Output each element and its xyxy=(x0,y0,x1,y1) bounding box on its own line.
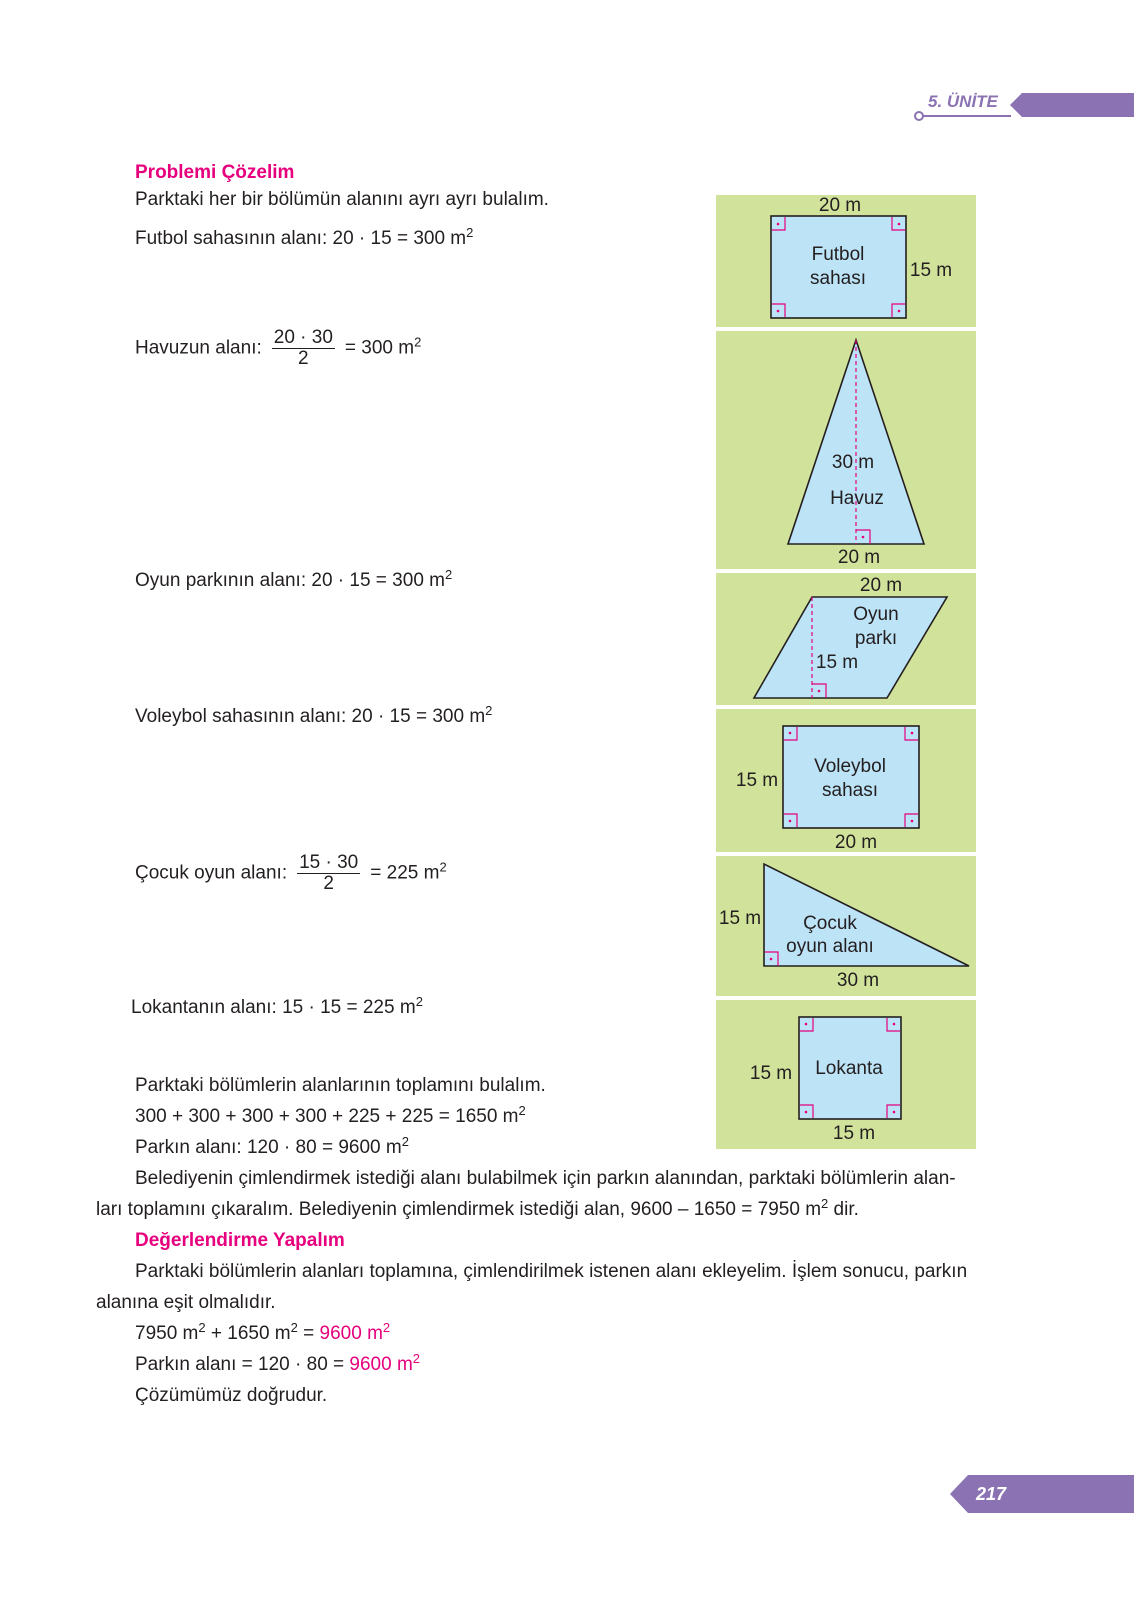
exponent: 2 xyxy=(415,994,423,1009)
futbol-name: sahası xyxy=(810,268,866,289)
lokanta-side-label: 15 m xyxy=(749,1063,793,1084)
voleybol-name: sahası xyxy=(822,780,878,801)
voleybol-side-label: 15 m xyxy=(735,770,779,791)
futbol-name: Futbol xyxy=(811,244,865,265)
term: + 1650 m xyxy=(205,1323,291,1344)
exponent: 2 xyxy=(439,859,447,875)
cocuk-label: Çocuk oyun alanı: xyxy=(135,862,288,884)
oyun-name: Oyun xyxy=(853,604,899,625)
oyun-area-text: Oyun parkının alanı: 20 · 15 = 300 m xyxy=(135,570,445,591)
term: 7950 m xyxy=(135,1323,199,1344)
result: 9600 m xyxy=(319,1323,383,1344)
exponent: 2 xyxy=(198,1320,206,1335)
exponent: 2 xyxy=(518,1103,526,1118)
futbol-area-text: Futbol sahasının alanı: 20 · 15 = 300 m xyxy=(135,228,467,249)
intro-text: Parktaki her bir bölümün alanını ayrı ayrı bulalım. xyxy=(135,189,549,210)
exponent: 2 xyxy=(382,1320,391,1335)
paragraph-text: ları toplamını çıkaralım. Belediyenin çimlendirmek istediği alan, 9600 – 1650 = 7950 m xyxy=(96,1199,822,1220)
exponent: 2 xyxy=(401,1134,409,1149)
section-title-evaluate: Değerlendirme Yapalım xyxy=(135,1230,345,1251)
term: Parkın alanı = 120 · 80 = xyxy=(135,1354,350,1375)
voleybol-area-text: Voleybol sahasının alanı: 20 · 15 = 300 m xyxy=(135,706,486,727)
numerator: 20 · 30 xyxy=(273,327,333,348)
exponent: 2 xyxy=(412,1351,421,1366)
sum-text: 300 + 300 + 300 + 300 + 225 + 225 = 1650 m xyxy=(135,1106,519,1127)
numerator: 15 · 30 xyxy=(299,852,359,873)
denominator: 2 xyxy=(323,873,334,894)
voleybol-rectangle xyxy=(783,726,919,828)
havuz-base-label: 20 m xyxy=(837,547,881,568)
cocuk-result: = 225 m xyxy=(370,862,440,884)
lokanta-bottom-label: 15 m xyxy=(832,1123,876,1144)
denominator: 2 xyxy=(298,348,309,369)
havuz-result: = 300 m xyxy=(344,337,415,359)
equals: = xyxy=(297,1323,320,1344)
result: 9600 m xyxy=(349,1354,413,1375)
futbol-top-label: 20 m xyxy=(818,195,862,216)
section-title-solve: Problemi Çözelim xyxy=(135,162,295,183)
park-area-text: Parkın alanı: 120 · 80 = 9600 m xyxy=(135,1137,402,1158)
cocuk-name: Çocuk xyxy=(803,913,857,934)
oyun-top-label: 20 m xyxy=(859,575,903,596)
paragraph-line: alanına eşit olmalıdır. xyxy=(96,1292,276,1313)
havuz-label: Havuzun alanı: xyxy=(135,337,262,359)
futbol-side-label: 15 m xyxy=(909,260,953,281)
cocuk-side-label: 15 m xyxy=(718,908,762,929)
paragraph-line: Parktaki bölümlerin alanları toplamına, çimlendirilmek istenen alanı ekleyelim. İşlem sonucu, parkın xyxy=(135,1261,968,1282)
cocuk-bottom-label: 30 m xyxy=(836,970,880,991)
paragraph-line: Belediyenin çimlendirmek istediği alanı bulabilmek için parkın alanından, parktaki bölümlerin alan- xyxy=(135,1168,956,1189)
unit-label: 5. ÜNİTE xyxy=(928,92,998,111)
sum-intro: Parktaki bölümlerin alanlarının toplamını bulalım. xyxy=(135,1075,546,1096)
exponent: 2 xyxy=(445,567,453,582)
paragraph-end: dir. xyxy=(828,1199,859,1220)
voleybol-bottom-label: 20 m xyxy=(834,832,878,853)
havuz-height-label: 30 m xyxy=(831,452,875,473)
futbol-rectangle xyxy=(771,216,906,318)
lokanta-name: Lokanta xyxy=(815,1058,883,1079)
exponent: 2 xyxy=(290,1320,298,1335)
exponent: 2 xyxy=(466,225,474,240)
exponent: 2 xyxy=(485,703,493,718)
page-number: 217 xyxy=(976,1484,1007,1504)
voleybol-name: Voleybol xyxy=(814,756,886,777)
oyun-name: parkı xyxy=(854,628,898,649)
oyun-height-label: 15 m xyxy=(815,652,859,673)
conclusion: Çözümümüz doğrudur. xyxy=(135,1385,328,1406)
exponent: 2 xyxy=(414,334,422,350)
exponent: 2 xyxy=(821,1196,829,1211)
cocuk-name: oyun alanı xyxy=(786,936,874,957)
havuz-name: Havuz xyxy=(830,488,884,509)
lokanta-area-text: Lokantanın alanı: 15 · 15 = 225 m xyxy=(131,997,416,1018)
